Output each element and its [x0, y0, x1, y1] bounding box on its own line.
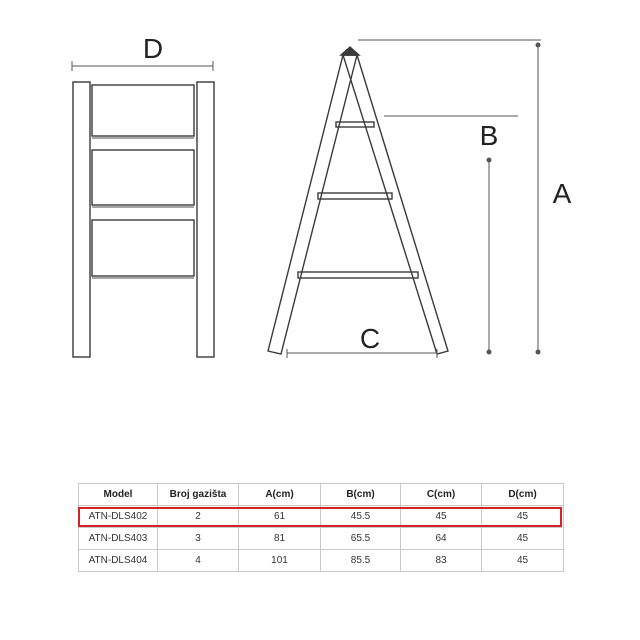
dimension-a [358, 40, 541, 354]
front-step-1 [92, 85, 194, 136]
table-row [79, 506, 564, 528]
cell-steps: 3 [158, 528, 239, 550]
cell-a: 101 [239, 550, 321, 572]
spec-table [78, 483, 564, 572]
front-view [73, 82, 214, 357]
dimension-b-label: B [479, 120, 499, 151]
table-header-row [79, 484, 564, 506]
side-step-3 [298, 272, 418, 278]
dimension-b-dot-top [487, 158, 491, 162]
cell-b: 45.5 [321, 506, 401, 528]
dimension-b [384, 116, 518, 354]
cell-d: 45 [482, 506, 564, 528]
dimension-a-dot-top [536, 43, 540, 47]
dimension-a-label: A [552, 178, 572, 209]
cell-model: ATN-DLS404 [79, 550, 158, 572]
side-top-cap [341, 47, 359, 55]
side-view [268, 47, 448, 354]
cell-b: 85.5 [321, 550, 401, 572]
cell-steps: 4 [158, 550, 239, 572]
cell-model: ATN-DLS403 [79, 528, 158, 550]
header-b: B(cm) [321, 484, 401, 506]
dimension-a-dot-bottom [536, 350, 540, 354]
header-c: C(cm) [401, 484, 482, 506]
cell-a: 61 [239, 506, 321, 528]
cell-model: ATN-DLS402 [79, 506, 158, 528]
front-step-2 [92, 150, 194, 205]
table-row [79, 550, 564, 572]
side-step-2 [318, 193, 392, 199]
header-a: A(cm) [239, 484, 321, 506]
dimension-b-dot-bottom [487, 350, 491, 354]
side-back-leg [343, 55, 448, 354]
header-d: D(cm) [482, 484, 564, 506]
cell-c: 64 [401, 528, 482, 550]
cell-steps: 2 [158, 506, 239, 528]
dimension-c-label: C [359, 323, 381, 354]
cell-d: 45 [482, 550, 564, 572]
cell-c: 45 [401, 506, 482, 528]
header-model: Model [79, 484, 158, 506]
cell-d: 45 [482, 528, 564, 550]
front-step-3 [92, 220, 194, 276]
cell-a: 81 [239, 528, 321, 550]
cell-b: 65.5 [321, 528, 401, 550]
table-row [79, 528, 564, 550]
front-right-rail [197, 82, 214, 357]
side-front-leg [268, 55, 357, 354]
side-step-1 [336, 122, 374, 127]
cell-c: 83 [401, 550, 482, 572]
dimension-d-label: D [142, 33, 164, 64]
front-left-rail [73, 82, 90, 357]
header-steps: Broj gazišta [158, 484, 239, 506]
